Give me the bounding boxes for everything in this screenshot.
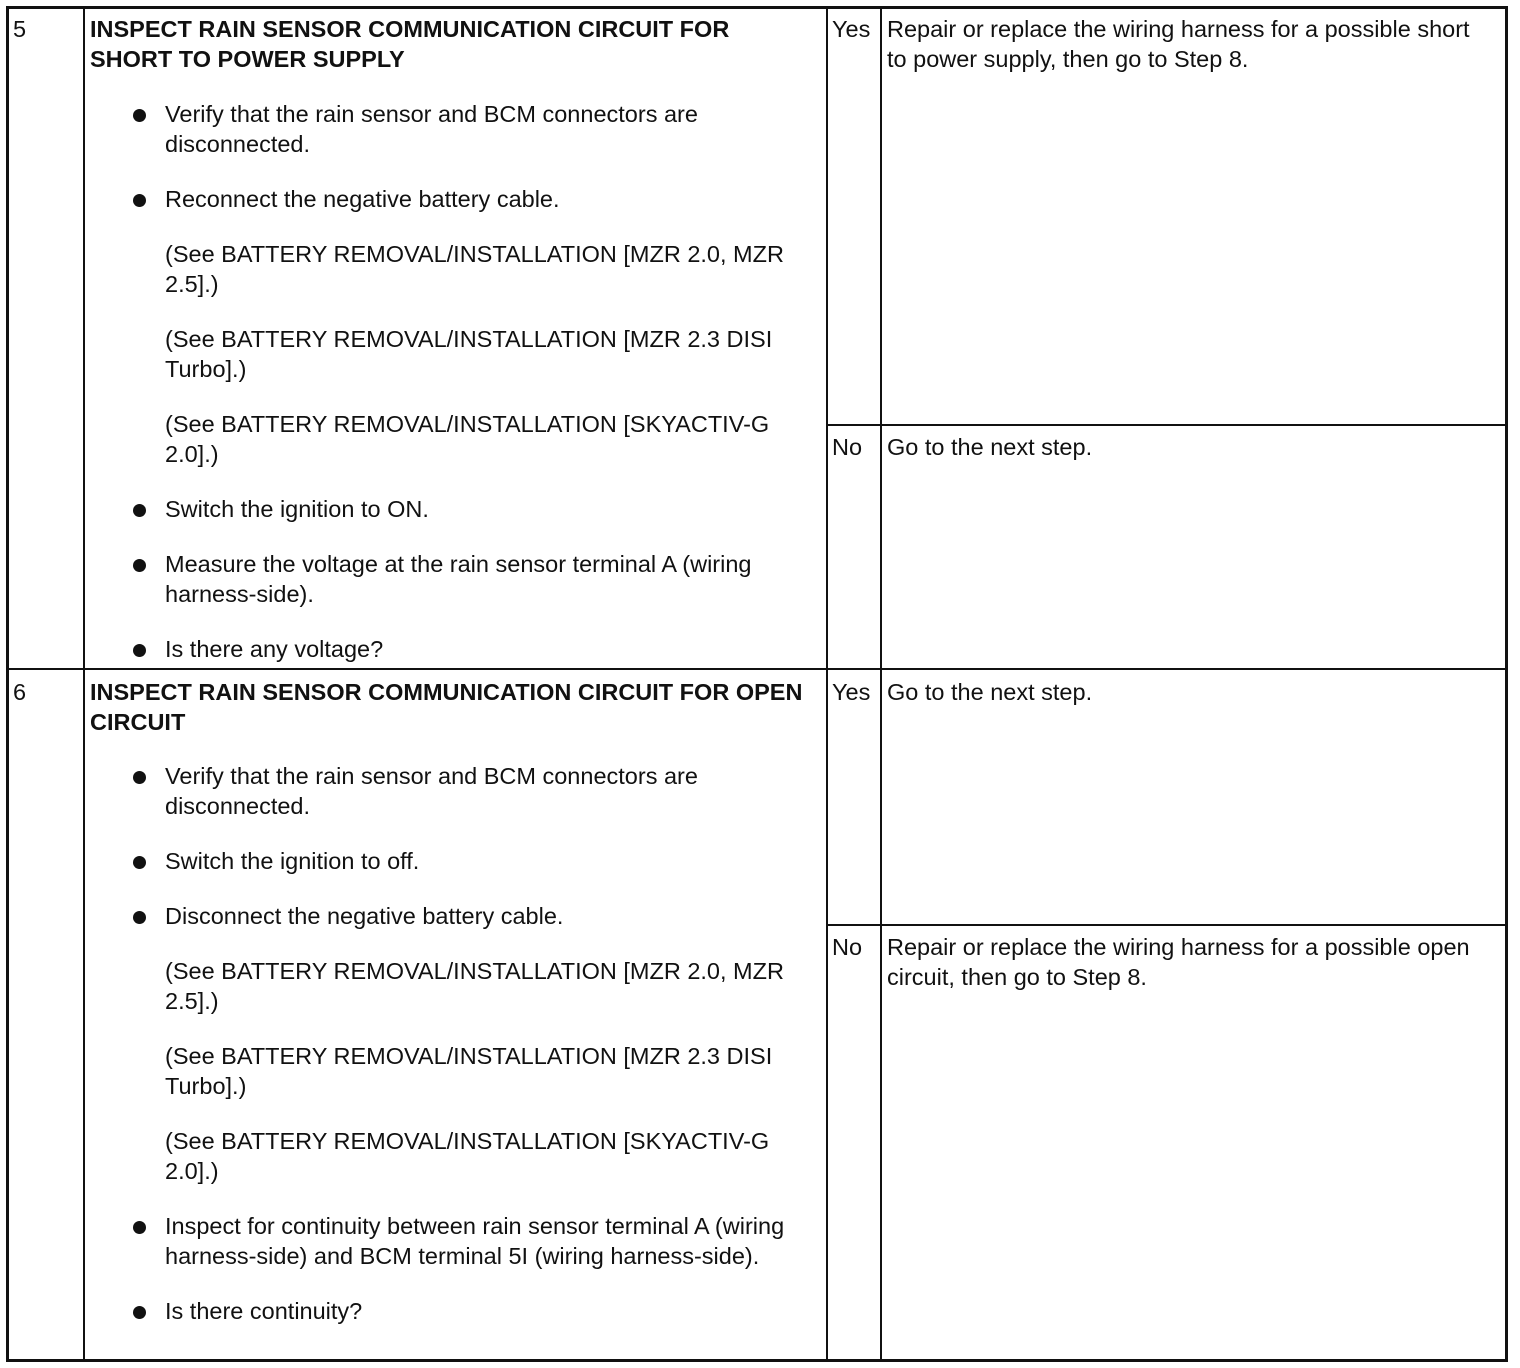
procedure-list bbox=[90, 99, 820, 689]
no-label: No bbox=[832, 934, 863, 960]
bullet-icon bbox=[133, 856, 146, 869]
list-item: Verify that the rain sensor and BCM connectors are disconnected. bbox=[90, 99, 820, 159]
step-number: 6 bbox=[13, 679, 27, 705]
column-divider-step bbox=[83, 9, 85, 1359]
list-item: Measure the voltage at the rain sensor terminal A (wiring harness-side). bbox=[90, 549, 820, 609]
bullet-icon bbox=[133, 559, 146, 572]
no-action: Repair or replace the wiring harness for a possible open circuit, then go to Step 8. bbox=[887, 934, 1470, 990]
step-number: 5 bbox=[13, 16, 27, 42]
list-item: Is there any voltage? bbox=[90, 634, 820, 664]
bullet-icon bbox=[133, 109, 146, 122]
yes-label: Yes bbox=[832, 679, 871, 705]
reference-item: (See BATTERY REMOVAL/INSTALLATION [MZR 2.3 DISI Turbo].) bbox=[165, 1043, 773, 1099]
reference-item: (See BATTERY REMOVAL/INSTALLATION [MZR 2.0, MZR 2.5].) bbox=[165, 958, 784, 1014]
step-title: INSPECT RAIN SENSOR COMMUNICATION CIRCUIT FOR OPEN CIRCUIT bbox=[90, 679, 803, 735]
reference-item: (See BATTERY REMOVAL/INSTALLATION [SKYACTIV-G 2.0].) bbox=[165, 411, 770, 467]
reference-item: (See BATTERY REMOVAL/INSTALLATION [SKYACTIV-G 2.0].) bbox=[165, 1128, 770, 1184]
bullet-icon bbox=[133, 504, 146, 517]
list-item: Switch the ignition to off. bbox=[90, 846, 820, 876]
list-item: Verify that the rain sensor and BCM connectors are disconnected. bbox=[90, 761, 820, 821]
yes-action: Go to the next step. bbox=[887, 679, 1093, 705]
bullet-icon bbox=[133, 194, 146, 207]
step-title: INSPECT RAIN SENSOR COMMUNICATION CIRCUIT FOR SHORT TO POWER SUPPLY bbox=[90, 16, 730, 72]
bullet-icon bbox=[133, 644, 146, 657]
procedure-list bbox=[90, 761, 820, 1351]
yes-no-divider-row-6 bbox=[826, 924, 1505, 926]
bullet-icon bbox=[133, 911, 146, 924]
no-action: Go to the next step. bbox=[887, 434, 1093, 460]
column-divider-procedure bbox=[826, 9, 828, 1359]
no-label: No bbox=[832, 434, 863, 460]
reference-item: (See BATTERY REMOVAL/INSTALLATION [MZR 2.3 DISI Turbo].) bbox=[165, 326, 773, 382]
diagnostic-table bbox=[6, 6, 1508, 1362]
reference-item: (See BATTERY REMOVAL/INSTALLATION [MZR 2.0, MZR 2.5].) bbox=[165, 241, 784, 297]
column-divider-result bbox=[880, 9, 882, 1359]
list-item: Reconnect the negative battery cable. bbox=[90, 184, 820, 214]
yes-action: Repair or replace the wiring harness for a possible short to power supply, then go to Step 8. bbox=[887, 16, 1470, 72]
list-item: Switch the ignition to ON. bbox=[90, 494, 820, 524]
list-item: Is there continuity? bbox=[90, 1296, 820, 1326]
bullet-icon bbox=[133, 1306, 146, 1319]
list-item: Disconnect the negative battery cable. bbox=[90, 901, 820, 931]
yes-label: Yes bbox=[832, 16, 871, 42]
bullet-icon bbox=[133, 1221, 146, 1234]
list-item: Inspect for continuity between rain sensor terminal A (wiring harness-side) and BCM terminal 5I (wiring harness-side). bbox=[90, 1211, 820, 1271]
yes-no-divider-row-5 bbox=[826, 424, 1505, 426]
bullet-icon bbox=[133, 771, 146, 784]
